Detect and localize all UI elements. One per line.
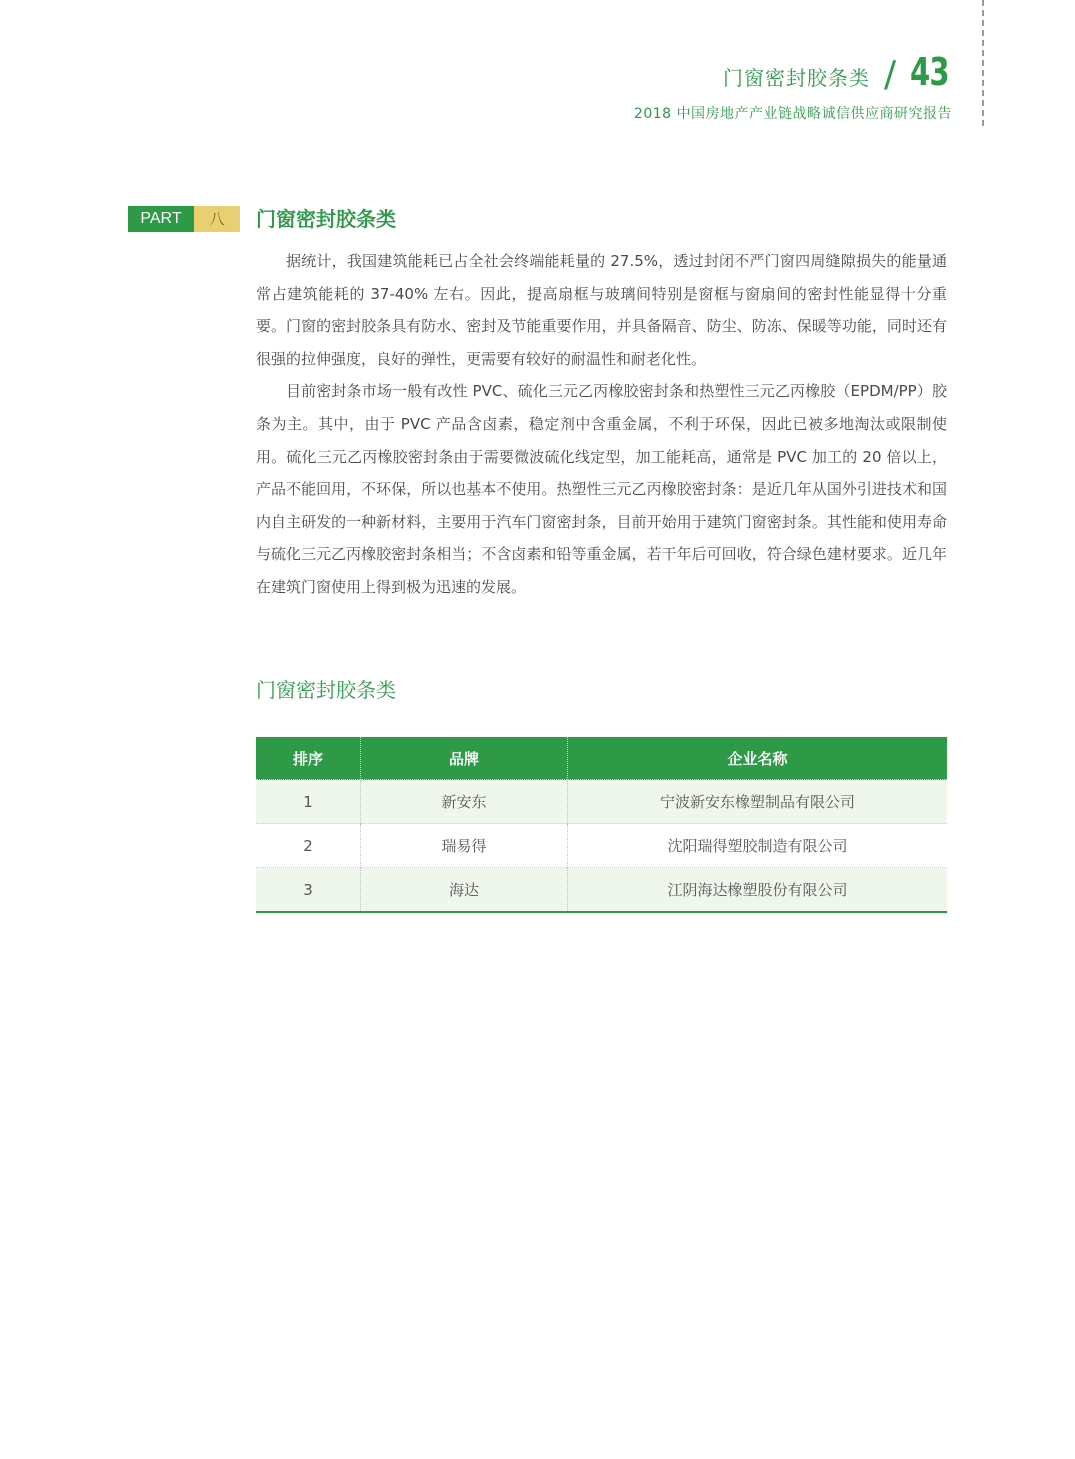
page-number: 43 bbox=[910, 50, 949, 94]
company-cell: 宁波新安东橡塑制品有限公司 bbox=[568, 780, 948, 824]
header-chapter-title: 门窗密封胶条类 bbox=[723, 66, 870, 90]
column-header-rank: 排序 bbox=[256, 737, 361, 780]
section-heading: 门窗密封胶条类 bbox=[256, 207, 396, 231]
body-text bbox=[256, 245, 947, 604]
column-header-company: 企业名称 bbox=[568, 737, 948, 780]
part-label: PART bbox=[128, 206, 194, 232]
part-number: 八 bbox=[194, 206, 240, 232]
paragraph: 据统计，我国建筑能耗已占全社会终端能耗量的 27.5%，透过封闭不严门窗四周缝隙损失的能量通常占建筑能耗的 37-40% 左右。因此，提高扇框与玻璃间特别是窗框与窗扇间的密封性能显得十分重要。门窗的密封胶条具有防水、密封及节能重要作用，并具备隔音、防尘、防冻、保暖等功能，同时还有很强的拉伸强度，良好的弹性，更需要有较好的耐温性和耐老化性。 bbox=[256, 252, 947, 368]
brand-cell: 新安东 bbox=[361, 780, 568, 824]
paragraph: 目前密封条市场一般有改性 PVC、硫化三元乙丙橡胶密封条和热塑性三元乙丙橡胶（EPDM/PP）胶条为主。其中，由于 PVC 产品含卤素，稳定剂中含重金属，不利于环保，因此已被多地淘汰或限制使用。硫化三元乙丙橡胶密封条由于需要微波硫化线定型，加工能耗高，通常是 PVC 加工的 20 倍以上，产品不能回用，不环保，所以也基本不使用。热塑性三元乙丙橡胶密封条：是近几年从国外引进技术和国内自主研发的一种新材料，主要用于汽车门窗密封条，目前开始用于建筑门窗密封条。其性能和使用寿命与硫化三元乙丙橡胶密封条相当；不含卤素和铅等重金属，若干年后可回收，符合绿色建材要求。近几年在建筑门窗使用上得到极为迅速的发展。 bbox=[256, 382, 947, 596]
header-report-subtitle: 2018 中国房地产产业链战略诚信供应商研究报告 bbox=[633, 106, 952, 122]
header-slash: / bbox=[884, 54, 897, 95]
table-heading: 门窗密封胶条类 bbox=[256, 678, 396, 702]
margin-dashed-line bbox=[982, 0, 984, 126]
rank-cell: 3 bbox=[256, 868, 361, 913]
company-cell: 沈阳瑞得塑胶制造有限公司 bbox=[568, 824, 948, 868]
rank-cell: 1 bbox=[256, 780, 361, 824]
part-badge bbox=[128, 206, 240, 232]
table-row bbox=[256, 780, 947, 824]
brand-cell: 瑞易得 bbox=[361, 824, 568, 868]
company-cell: 江阴海达橡塑股份有限公司 bbox=[568, 868, 948, 913]
column-header-brand: 品牌 bbox=[361, 737, 568, 780]
table-row bbox=[256, 824, 947, 868]
table-row bbox=[256, 868, 947, 913]
ranking-table bbox=[256, 737, 947, 913]
table-header-row bbox=[256, 737, 947, 780]
rank-cell: 2 bbox=[256, 824, 361, 868]
brand-cell: 海达 bbox=[361, 868, 568, 913]
